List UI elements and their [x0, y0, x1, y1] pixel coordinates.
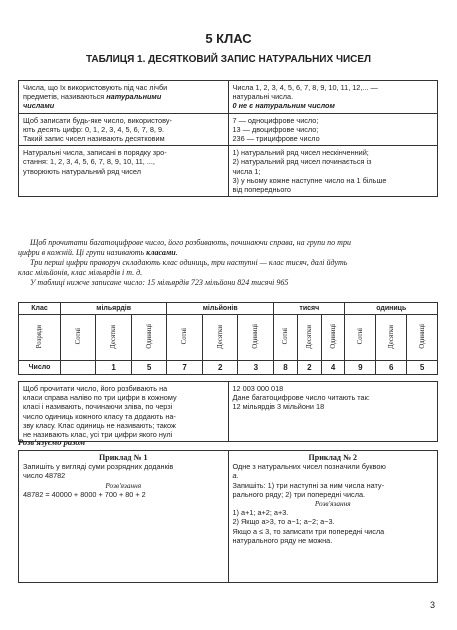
cell-text: 3) у ньому кожне наступне число на 1 більше — [232, 175, 387, 185]
cell-text: Запишіть у вигляді суми розрядних доданків — [23, 462, 174, 472]
cell-text: 12 мільярдів 3 мільйони 18 — [232, 402, 325, 412]
cell-text: Дане багатоцифрове число читають так: — [232, 393, 370, 403]
cell-text: число одиниць кожного класу та додають на- — [23, 411, 176, 421]
cell-text: не називають клас, усі три цифри якого нулі — [23, 430, 173, 440]
class-name: одиниць — [345, 303, 438, 315]
table-cell — [19, 146, 229, 197]
cell-text: Натуральні числа, записані в порядку зро- — [23, 148, 167, 158]
cell-text: Щоб записати будь-яке число, використову- — [23, 115, 172, 125]
solution-label: Розв'язання — [314, 499, 351, 509]
examples-table — [18, 450, 438, 583]
page-number: 3 — [429, 600, 435, 610]
cell-text: 0 не є натуральним числом — [232, 101, 335, 111]
rank-cell: Одиниці — [407, 315, 438, 361]
solution-text: натурального ряду не можна. — [232, 535, 333, 545]
cell-text: стання: 1, 2, 3, 4, 5, 6, 7, 8, 9, 10, 11, ..., — [23, 157, 155, 167]
reading-rule-table — [18, 381, 438, 442]
cell-text: 12 003 000 018 — [232, 384, 284, 393]
example-title: Приклад № 1 — [99, 453, 148, 462]
cell-text: 1) натуральний ряд чисел нескінченний; — [232, 148, 369, 158]
digit-cell: 4 — [321, 361, 345, 375]
cell-text: 2) натуральний ряд чисел починається із — [232, 157, 372, 167]
class-name: мільярдів — [61, 303, 167, 315]
class-name: тисяч — [274, 303, 345, 315]
table-cell — [228, 81, 438, 114]
rank-cell: Сотні — [167, 315, 203, 361]
digit-cell — [61, 361, 96, 375]
table-row — [19, 303, 438, 315]
class-name: мільйонів — [167, 303, 274, 315]
solution-text: 48782 = 40000 + 8000 + 700 + 80 + 2 — [23, 489, 146, 499]
cell-text: Одне з натуральних чисел позначили буквою — [232, 462, 386, 472]
solution-text: Якщо a ≤ 3, то записати три попередні числа — [232, 526, 385, 536]
cell-text: класі і називають, починаючи зліва, по черзі — [23, 402, 173, 412]
digit-cell: 9 — [345, 361, 376, 375]
cell-text: 13 — двоцифрове число; — [232, 124, 319, 134]
table-cell — [19, 81, 229, 114]
paragraph: Три перші цифри праворуч складають клас одиниць, три наступні — клас тисяч, далі йдуть — [30, 258, 348, 267]
rank-cell: Одиниці — [238, 315, 274, 361]
cell-text: ють десять цифр: 0, 1, 2, 3, 4, 5, 6, 7, 8, 9. — [23, 124, 165, 134]
definitions-table — [18, 80, 438, 197]
digit-cell: 5 — [407, 361, 438, 375]
table-row — [19, 382, 438, 442]
digit-cell: 1 — [96, 361, 131, 375]
rank-cell: Одиниці — [131, 315, 166, 361]
cell-text: утворюють натуральний ряд чисел — [23, 166, 141, 176]
class-header-label: Клас — [19, 303, 61, 315]
cell-text: число 48782 — [23, 471, 66, 481]
table-cell — [228, 382, 438, 442]
paragraph: цифри в кожній. Ці групи називають класами. — [18, 248, 178, 257]
cell-text: 236 — трицифрове число — [232, 134, 320, 144]
cell-text: Щоб прочитати число, його розбивають на — [23, 384, 168, 393]
cell-text: класи справа наліво по три цифри в кожному — [23, 393, 177, 403]
table-row — [19, 315, 438, 361]
solution-text: 2) Якщо a>3, то a−1; a−2; a−3. — [232, 517, 335, 527]
cell-text: Числа, що їх використовують під час лічби — [23, 83, 168, 92]
rank-cell: Одиниці — [321, 315, 345, 361]
digit-cell: 2 — [297, 361, 321, 375]
example-title: Приклад № 2 — [308, 453, 357, 462]
rank-cell: Сотні — [61, 315, 96, 361]
solution-label: Розв'язання — [105, 480, 142, 490]
example-1 — [19, 451, 229, 583]
rank-cell: Десятки — [202, 315, 238, 361]
cell-text: числами — [23, 101, 55, 111]
table-row — [19, 451, 438, 583]
rank-cell: Сотні — [345, 315, 376, 361]
cell-text: Такий запис чисел називають десятковим — [23, 134, 165, 144]
cell-text: a. — [232, 471, 239, 481]
class-rank-table — [18, 302, 438, 375]
cell-text: рального ряду; 2) три попередні числа. — [232, 489, 366, 499]
page-title: 5 КЛАС — [205, 31, 252, 46]
rank-cell: Десятки — [96, 315, 131, 361]
table-cell — [228, 113, 438, 146]
cell-text: предметів, називаються натуральними — [23, 92, 162, 102]
example-2 — [228, 451, 438, 583]
digit-cell: 5 — [131, 361, 166, 375]
cell-text: Запишіть: 1) три наступні за ним числа нату- — [232, 480, 385, 490]
solution-text: 1) a+1; a+2; a+3. — [232, 508, 289, 518]
number-label: Число — [19, 361, 61, 375]
digit-cell: 2 — [202, 361, 238, 375]
rank-cell: Сотні — [274, 315, 298, 361]
cell-text: зву класу. Клас одиниць не називають; також — [23, 420, 176, 430]
digit-cell: 6 — [376, 361, 407, 375]
cell-text: числа 1; — [232, 166, 261, 176]
digit-cell: 8 — [274, 361, 298, 375]
table-cell — [19, 382, 229, 442]
rank-cell: Десятки — [297, 315, 321, 361]
paragraph: У таблиці нижче записане число: 15 мільярдів 723 мільйони 824 тисячі 965 — [30, 278, 289, 287]
table-cell — [19, 113, 229, 146]
table-title: ТАБЛИЦЯ 1. ДЕСЯТКОВИЙ ЗАПИС НАТУРАЛЬНИХ ЧИСЕЛ — [85, 54, 372, 65]
table-row — [19, 146, 438, 197]
table-cell — [228, 146, 438, 197]
digit-cell: 3 — [238, 361, 274, 375]
cell-text: від попереднього — [232, 185, 291, 195]
cell-text: 7 — одноцифрове число; — [232, 115, 319, 125]
cell-text: натуральні числа. — [232, 92, 294, 102]
cell-text: Числа 1, 2, 3, 4, 5, 6, 7, 8, 9, 10, 11, 12,... — — [232, 83, 378, 92]
rank-header-label: Розряди — [19, 315, 61, 361]
section-heading: Розв'язуємо разом — [18, 437, 86, 447]
digit-cell: 7 — [167, 361, 203, 375]
explanation-paragraphs — [18, 238, 438, 288]
table-row — [19, 361, 438, 375]
rank-cell: Десятки — [376, 315, 407, 361]
paragraph: клас мільйонів, клас мільярдів і т. д. — [18, 268, 143, 277]
table-row — [19, 113, 438, 146]
paragraph: Щоб прочитати багатоцифрове число, його розбивають, починаючи справа, на групи по три — [30, 238, 351, 247]
table-row — [19, 81, 438, 114]
